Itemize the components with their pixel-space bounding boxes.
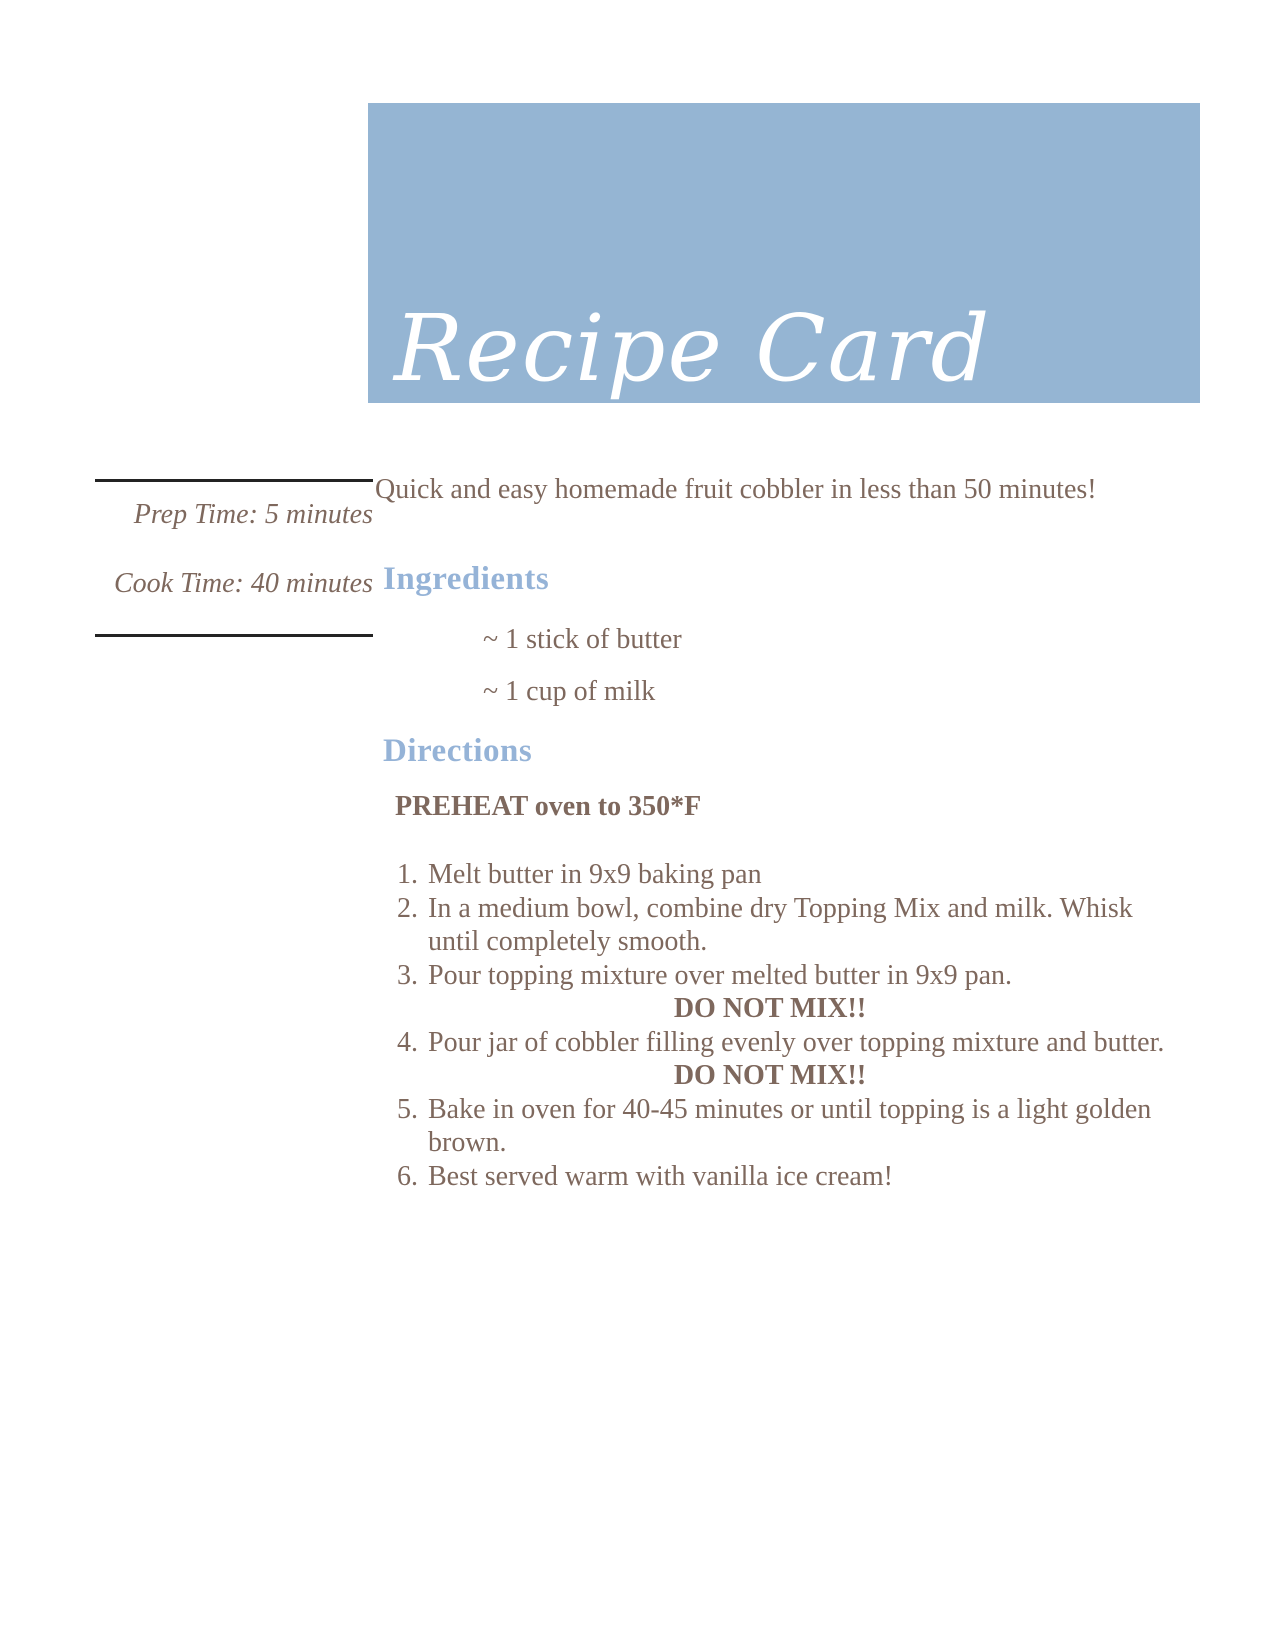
cook-time-text: Cook Time: 40 minutes [114, 568, 373, 599]
do-not-mix-warning: DO NOT MIX!! [673, 993, 867, 1024]
page-title: Recipe Card [394, 295, 992, 402]
step-row [375, 858, 1165, 892]
step-row [375, 959, 1165, 993]
step-row [375, 1160, 1165, 1194]
step-text: Bake in oven for 40-45 minutes or until topping is a light golden brown. [428, 1093, 1152, 1158]
do-not-mix-warning: DO NOT MIX!! [673, 1060, 867, 1091]
times-bottom-rule [95, 634, 373, 637]
step-row [375, 1093, 1165, 1160]
step-number: 6. [397, 1160, 418, 1192]
step-text: Best served warm with vanilla ice cream! [428, 1160, 893, 1192]
prep-time-text: Prep Time: 5 minutes [133, 499, 373, 530]
times-top-rule [95, 479, 373, 482]
step-row [375, 1026, 1165, 1060]
step-text: Pour jar of cobbler filling evenly over topping mixture and butter. [428, 1026, 1165, 1058]
directions-heading: Directions [383, 733, 533, 769]
step-number: 3. [397, 959, 418, 991]
preheat-instruction: PREHEAT oven to 350*F [395, 791, 702, 822]
step-number: 5. [397, 1093, 418, 1125]
step-number: 2. [397, 892, 418, 924]
ingredient-item: ~ 1 stick of butter [483, 624, 682, 655]
directions-list [375, 858, 1165, 1193]
header-banner [368, 103, 1200, 403]
ingredient-item: ~ 1 cup of milk [483, 676, 656, 707]
step-text: In a medium bowl, combine dry Topping Mix and milk. Whisk until completely smooth. [428, 892, 1133, 957]
step-text: Pour topping mixture over melted butter in 9x9 pan. [428, 959, 1013, 991]
recipe-description: Quick and easy homemade fruit cobbler in less than 50 minutes! [375, 474, 1097, 505]
step-row [375, 892, 1165, 959]
step-text: Melt butter in 9x9 baking pan [428, 859, 762, 890]
ingredients-heading: Ingredients [383, 561, 550, 597]
step-number: 4. [397, 1026, 418, 1058]
step-number: 1. [397, 859, 418, 890]
